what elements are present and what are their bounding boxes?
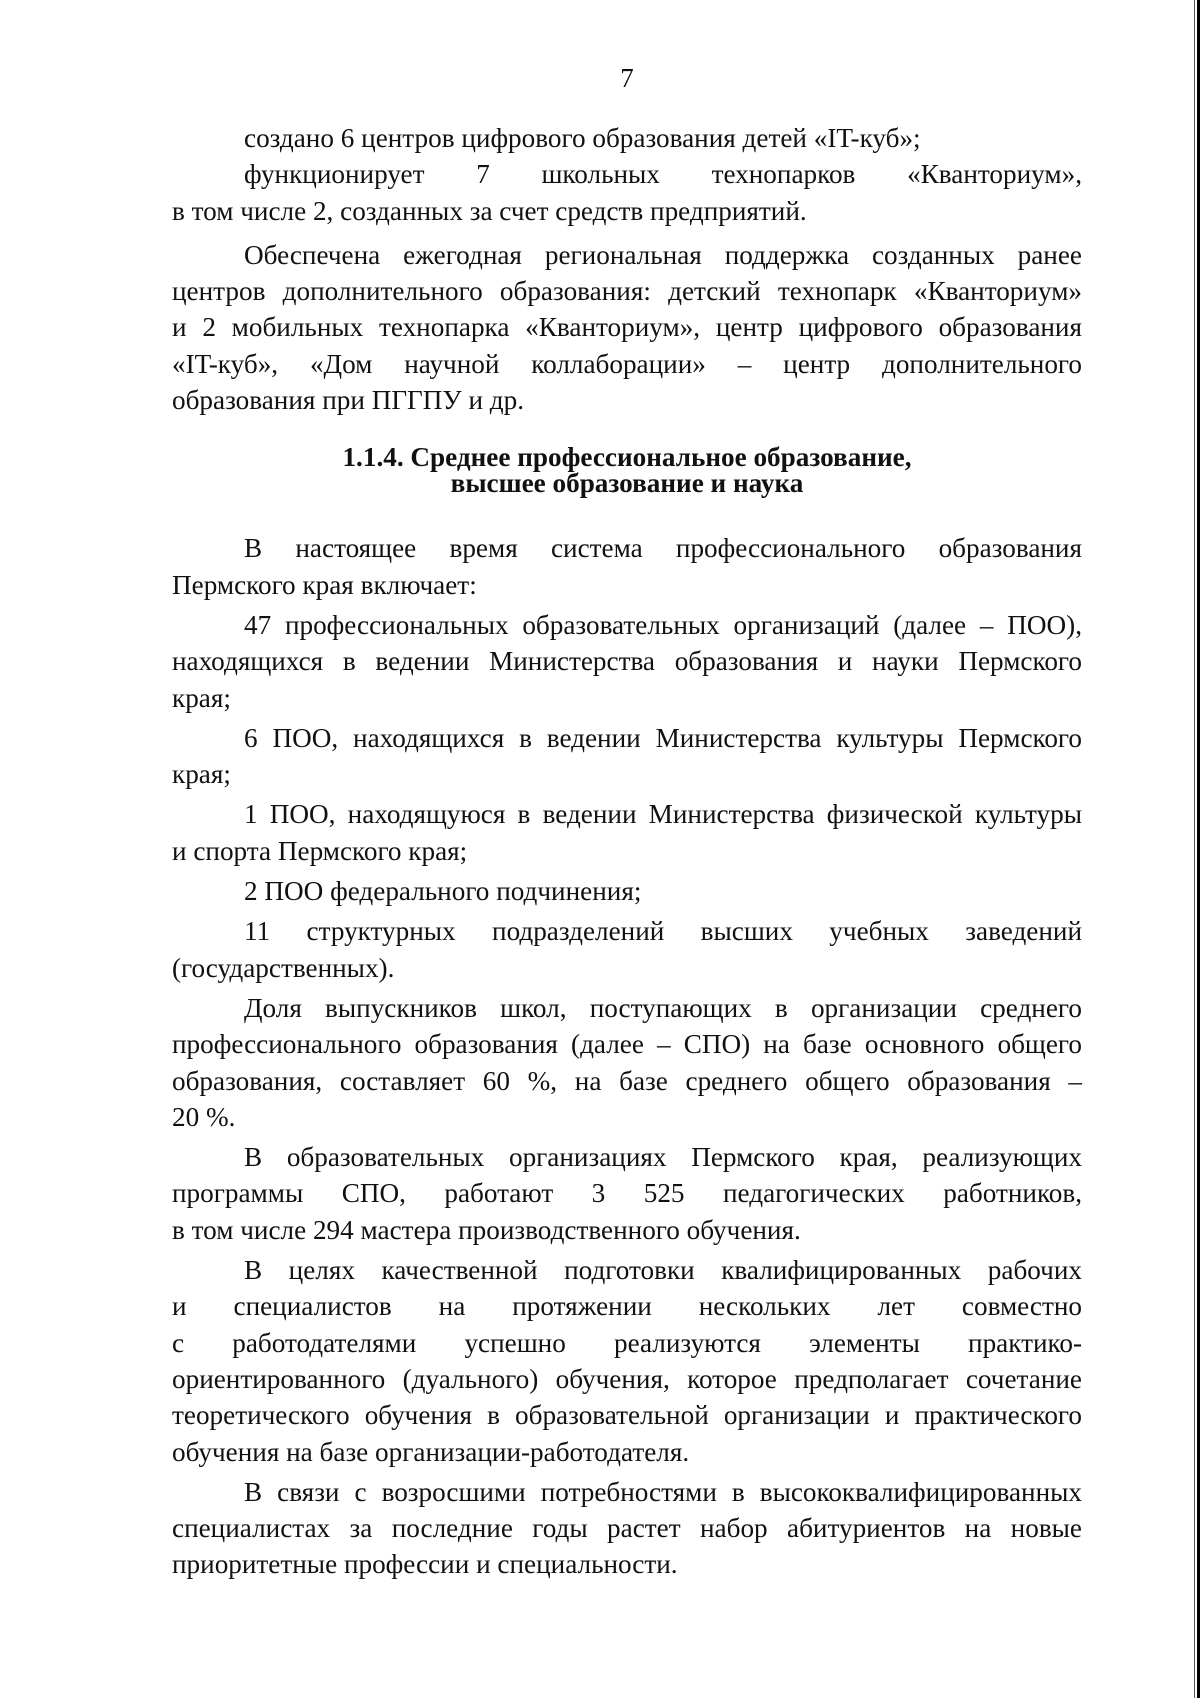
paragraph-2-poo bbox=[172, 873, 1082, 909]
text-line: 6 ПОО, находящихся в ведении Министерства культуры Пермского bbox=[244, 722, 1082, 753]
text-line: приоритетные профессии и специальности. bbox=[172, 1549, 678, 1580]
paragraph-graduates-share bbox=[172, 990, 1082, 1135]
text-line: В образовательных организациях Пермского края, реализующих bbox=[244, 1142, 1082, 1173]
text-line: с работодателями успешно реализуются элементы практико- bbox=[172, 1327, 1082, 1358]
page-number: 7 bbox=[620, 63, 634, 93]
text-line: края; bbox=[172, 759, 231, 790]
text-line: В настоящее время система профессионального образования bbox=[244, 533, 1082, 564]
paragraph-teachers bbox=[172, 1139, 1082, 1248]
text-line: 47 профессиональных образовательных организаций (далее – ПОО), bbox=[244, 609, 1082, 640]
scan-edge-shadow bbox=[1194, 0, 1195, 1698]
text-line: В связи с возросшими потребностями в высококвалифицированных bbox=[244, 1476, 1082, 1507]
text-line: Доля выпускников школ, поступающих в организации среднего bbox=[244, 992, 1082, 1023]
text-line: функционирует 7 школьных технопарков «Кванториум», bbox=[244, 159, 1082, 190]
text-line: и 2 мобильных технопарка «Кванториум», центр цифрового образования bbox=[172, 312, 1082, 343]
text-line: и спорта Пермского края; bbox=[172, 835, 468, 866]
text-line: Обеспечена ежегодная региональная поддержка созданных ранее bbox=[244, 239, 1082, 270]
text-line: 1 ПОО, находящуюся в ведении Министерства физической культуры bbox=[244, 799, 1082, 830]
paragraph-enrollment bbox=[172, 1474, 1082, 1583]
text-line: профессионального образования (далее – СПО) на базе основного общего bbox=[172, 1029, 1082, 1060]
text-line: Пермского края включает: bbox=[172, 569, 477, 600]
paragraph-regional-support bbox=[172, 237, 1082, 418]
paragraph-dual-training bbox=[172, 1252, 1082, 1470]
text-line: 20 %. bbox=[172, 1101, 236, 1132]
text-line: В целях качественной подготовки квалифицированных рабочих bbox=[244, 1255, 1082, 1286]
text-line: образования, составляет 60 %, на базе среднего общего образования – bbox=[172, 1065, 1082, 1096]
text-line: центров дополнительного образования: детский технопарк «Кванториум» bbox=[172, 276, 1082, 307]
heading-line: высшее образование и наука bbox=[450, 468, 804, 499]
text-line: обучения на базе организации-работодателя. bbox=[172, 1436, 690, 1467]
text-line: (государственных). bbox=[172, 952, 395, 983]
text-line: специалистах за последние годы растет набор абитуриентов на новые bbox=[172, 1513, 1082, 1544]
text-line: программы СПО, работают 3 525 педагогических работников, bbox=[172, 1178, 1082, 1209]
text-line: находящихся в ведении Министерства образования и науки Пермского bbox=[172, 646, 1082, 677]
paragraph-it-cube bbox=[172, 120, 1082, 156]
paragraph-system-intro bbox=[172, 530, 1082, 603]
text-line: в том числе 2, созданных за счет средств предприятий. bbox=[172, 195, 807, 226]
text-line: и специалистов на протяжении нескольких лет совместно bbox=[172, 1291, 1082, 1322]
text-line: создано 6 центров цифрового образования детей «IT-куб»; bbox=[244, 123, 921, 153]
heading-line: 1.1.4. Среднее профессиональное образование, bbox=[342, 442, 912, 473]
text-line: края; bbox=[172, 682, 231, 713]
document-body bbox=[172, 120, 1082, 1583]
paragraph-quantorium-school bbox=[172, 156, 1082, 229]
text-line: «IT-куб», «Дом научной коллаборации» – центр дополнительного bbox=[172, 348, 1082, 379]
paragraph-6-poo bbox=[172, 720, 1082, 793]
text-line: образования при ПГГПУ и др. bbox=[172, 385, 525, 416]
text-line: в том числе 294 мастера производственного обучения. bbox=[172, 1214, 801, 1245]
paragraph-11-divisions bbox=[172, 913, 1082, 986]
section-heading bbox=[172, 442, 1082, 499]
paragraph-47-poo bbox=[172, 607, 1082, 716]
text-line: теоретического обучения в образовательной организации и практического bbox=[172, 1400, 1082, 1431]
text-line: 2 ПОО федерального подчинения; bbox=[244, 876, 642, 907]
paragraph-1-poo bbox=[172, 796, 1082, 869]
text-line: ориентированного (дуального) обучения, которое предполагает сочетание bbox=[172, 1363, 1082, 1394]
text-line: 11 структурных подразделений высших учебных заведений bbox=[244, 916, 1082, 947]
